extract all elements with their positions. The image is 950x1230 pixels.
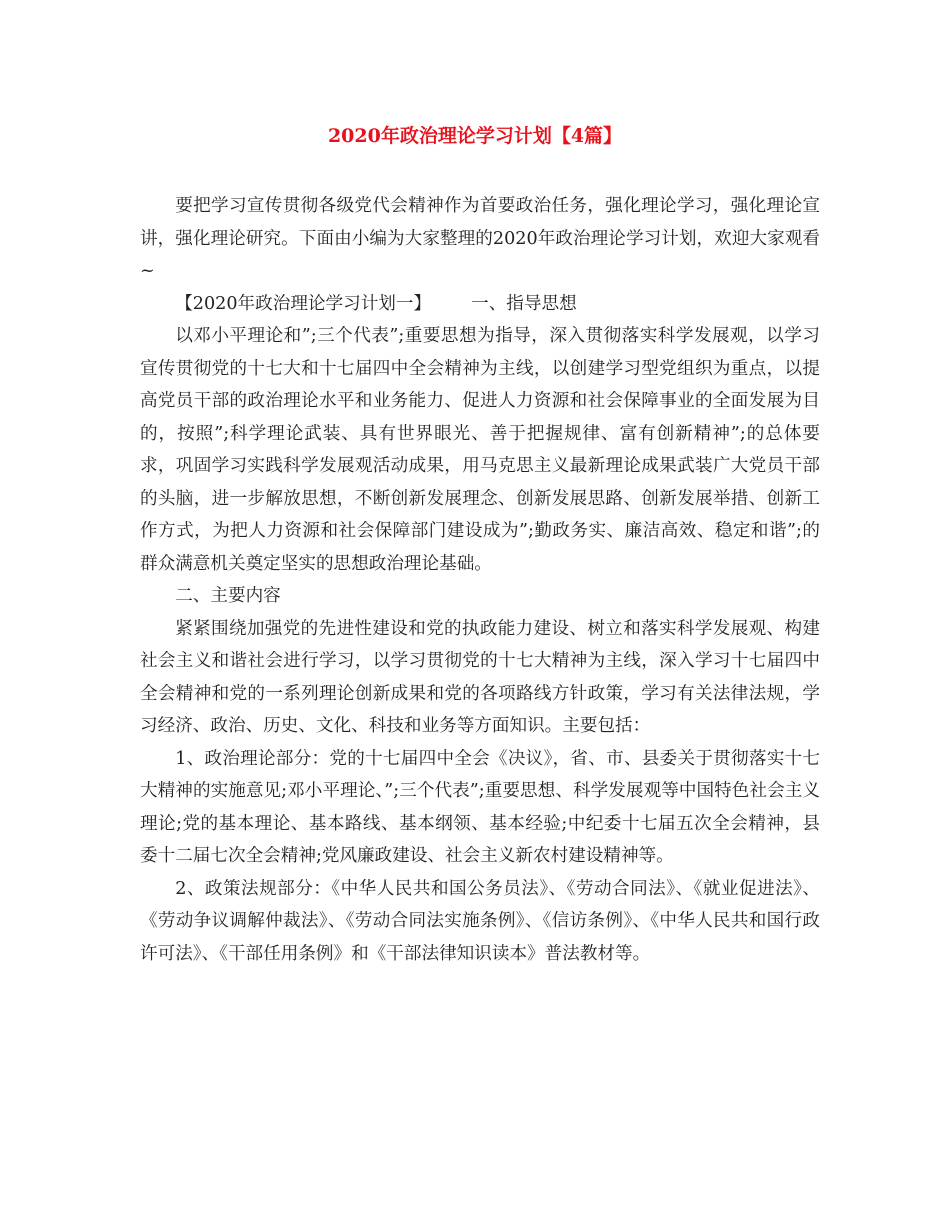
item-two-paragraph: 2、政策法规部分：《中华人民共和国公务员法》、《劳动合同法》、《就业促进法》、《劳动争议调解仲裁法》、《劳动合同法实施条例》、《信访条例》、《中华人民共和国行政许可法》、《干部任用条例》和《干部法律知识读本》普法教材等。 [140,878,820,964]
document-body [140,190,820,970]
section-one-paragraph: 以邓小平理论和”;三个代表”;重要思想为指导，深入贯彻落实科学发展观，以学习宣传贯彻党的十七大和十七届四中全会精神为主线，以创建学习型党组织为重点，以提高党员干部的政治理论水平和业务能力、促进人力资源和社会保障事业的全面发展为目的，按照”;科学理论武装、具有世界眼光、善于把握规律、富有创新精神”;的总体要求，巩固学习实践科学发展观活动成果，用马克思主义最新理论成果武装广大党员干部的头脑，进一步解放思想，不断创新发展理念、创新发展思路、创新发展举措、创新工作方式，为把人力资源和社会保障部门建设成为”;勤政务实、廉洁高效、稳定和谐”;的群众满意机关奠定坚实的思想政治理论基础。 [140,326,820,574]
intro-paragraph: 要把学习宣传贯彻各级党代会精神作为首要政治任务，强化理论学习，强化理论宣讲，强化理论研究。下面由小编为大家整理的2020年政治理论学习计划，欢迎大家观看~ [140,196,820,281]
document-title: 2020年政治理论学习计划【4篇】 [327,125,623,147]
plan-heading: 【2020年政治理论学习计划一】 [175,293,432,314]
plan-heading-line [140,288,820,321]
item-one-paragraph: 1、政治理论部分：党的十七届四中全会《决议》，省、市、县委关于贯彻落实十七大精神的实施意见;邓小平理论、”;三个代表”;重要思想、科学发展观等中国特色社会主义理论;党的基本理论、基本路线、基本纲领、基本经验;中纪委十七届五次全会精神，县委十二届七次全会精神;党风廉政建设、社会主义新农村建设精神等。 [140,748,820,866]
section-two-paragraph: 紧紧围绕加强党的先进性建设和党的执政能力建设、树立和落实科学发展观、构建社会主义和谐社会进行学习，以学习贯彻党的十七大精神为主线，深入学习十七届四中全会精神和党的一系列理论创新成果和党的各项路线方针政策，学习有关法律法规，学习经济、政治、历史、文化、科技和业务等方面知识。主要包括： [140,618,820,736]
section-two-heading: 二、主要内容 [175,586,281,606]
section-one-heading: 一、指导思想 [471,293,577,314]
